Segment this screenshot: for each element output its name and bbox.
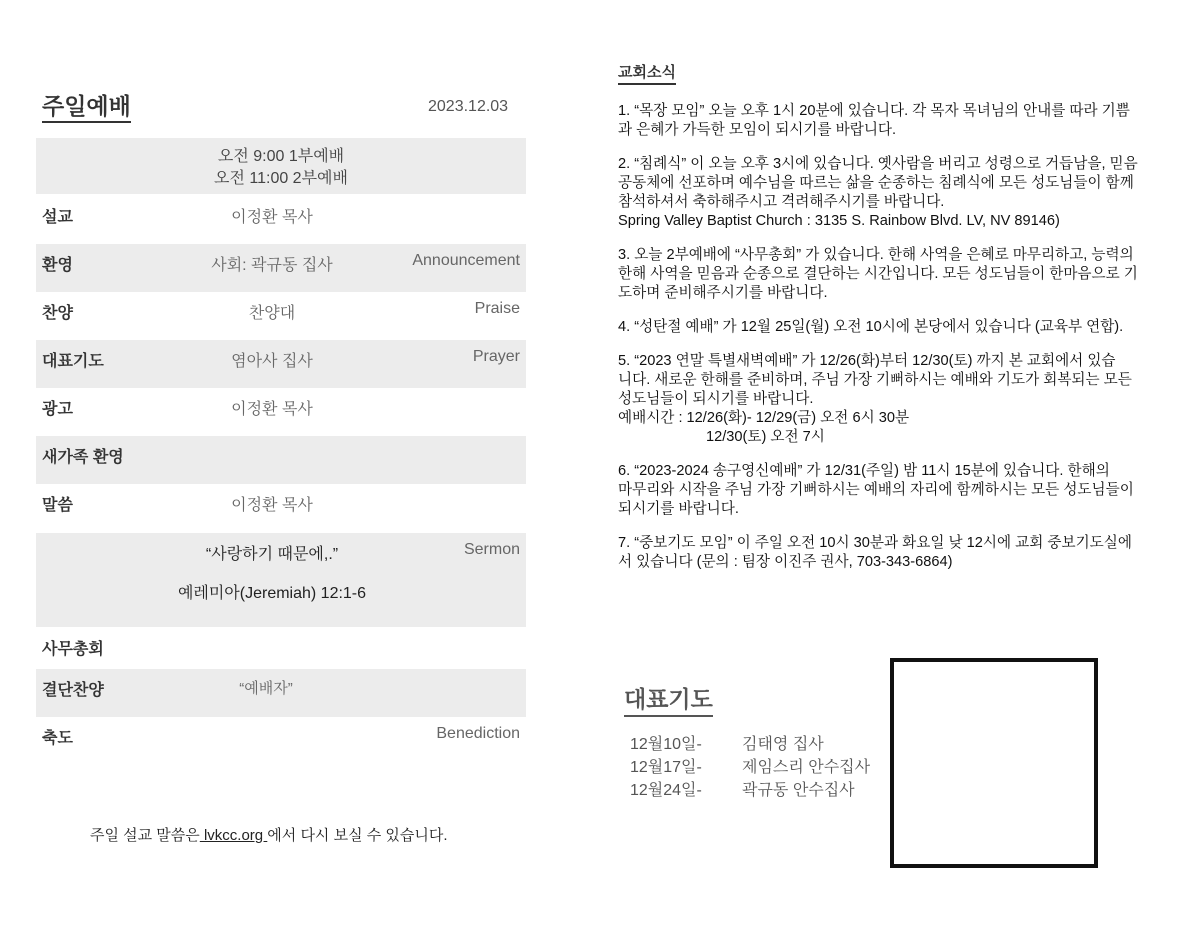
news-line: 한해 사역을 믿음과 순종으로 결단하는 시간입니다. 모든 성도님들이 한마음으로 기 xyxy=(618,266,1138,282)
prayer-date: 12월17일- xyxy=(630,759,702,776)
news-line: 서 있습니다 (문의 : 팀장 이진주 권사, 703-343-6864) xyxy=(618,554,953,570)
order-row xyxy=(36,340,526,388)
sermon-scripture: 예레미아(Jeremiah) 12:1-6 xyxy=(177,585,367,602)
news-line: 참석하셔서 축하해주시고 격려해주시기를 바랍니다. xyxy=(618,194,945,210)
order-label: 말씀 xyxy=(42,497,73,514)
news-line: 공동체에 선포하며 예수님을 따르는 삶을 순종하는 침례식에 모든 성도님들이 함께 xyxy=(618,175,1134,191)
order-person: 사회: 곽규동 집사 xyxy=(211,257,333,274)
prayer-schedule xyxy=(630,733,870,802)
news-item xyxy=(618,534,1166,572)
order-english: Benediction xyxy=(436,725,520,742)
order-person: 이정환 목사 xyxy=(231,497,313,514)
news-item xyxy=(618,155,1166,231)
order-row xyxy=(36,484,526,532)
note-text-before: 주일 설교 말씀은 xyxy=(90,827,200,844)
news-list xyxy=(618,102,1166,587)
order-english: Praise xyxy=(474,300,520,317)
news-line: 되시기를 바랍니다. xyxy=(618,501,739,517)
prayer-title: 대표기도 xyxy=(624,684,713,717)
news-line: 3. 오늘 2부예배에 “사무총회” 가 있습니다. 한해 사역을 은혜로 마무리하고, 능력의 xyxy=(618,247,1134,263)
news-line: 1. “목장 모임” 오늘 오후 1시 20분에 있습니다. 각 목자 목녀님의 안내를 따라 기쁨 xyxy=(618,103,1130,119)
order-label: 사무총회 xyxy=(42,641,104,658)
order-person: 이정환 목사 xyxy=(231,209,313,226)
news-item xyxy=(618,246,1166,303)
sermon-box xyxy=(36,533,526,627)
order-person: 이정환 목사 xyxy=(231,401,313,418)
news-line: 니다. 새로운 한해를 준비하며, 주님 가장 기뻐하시는 예배와 기도가 회복되는 모든 xyxy=(618,372,1132,388)
news-line: 마무리와 시작을 주님 가장 기뻐하시는 예배의 자리에 함께하시는 모든 성도님들이 xyxy=(618,482,1134,498)
news-line: 12/30(토) 오전 7시 xyxy=(706,429,825,445)
order-row xyxy=(36,196,526,244)
website-link[interactable]: lvkcc.org xyxy=(199,827,268,844)
order-hymn: “예배자” xyxy=(239,680,293,697)
order-person: 염아사 집사 xyxy=(231,353,313,370)
news-title: 교회소식 xyxy=(618,61,676,85)
prayer-date: 12월10일- xyxy=(630,736,702,753)
prayer-item xyxy=(630,779,870,802)
service-time-1: 오전 9:00 1부예배 xyxy=(217,148,345,165)
news-line: 과 은혜가 가득한 모임이 되시기를 바랍니다. xyxy=(618,122,897,138)
news-line: 도하며 준비해주시기를 바랍니다. xyxy=(618,285,828,301)
news-item xyxy=(618,462,1166,519)
order-label: 환영 xyxy=(42,257,73,274)
order-english: Announcement xyxy=(412,252,520,269)
sermon-title: “사랑하기 때문에,.” xyxy=(205,546,339,563)
order-label: 새가족 환영 xyxy=(42,449,124,466)
order-person: 찬양대 xyxy=(248,305,296,322)
order-label: 찬양 xyxy=(42,305,73,322)
order-label: 설교 xyxy=(42,209,73,226)
sermon-replay-note xyxy=(90,824,448,845)
prayer-person: 곽규동 안수집사 xyxy=(742,782,855,799)
news-line: 4. “성탄절 예배” 가 12월 25일(월) 오전 10시에 본당에서 있습니다 (교육부 연합). xyxy=(618,319,1124,335)
order-row xyxy=(36,244,526,292)
image-placeholder-box xyxy=(890,658,1098,868)
service-times-box xyxy=(36,138,526,194)
order-label: 대표기도 xyxy=(42,353,104,370)
order-row xyxy=(36,628,526,668)
news-item xyxy=(618,102,1166,140)
order-row xyxy=(36,388,526,436)
order-row xyxy=(36,292,526,340)
sermon-english: Sermon xyxy=(463,541,520,558)
order-label: 광고 xyxy=(42,401,73,418)
order-row xyxy=(36,669,526,717)
news-line: 성도님들이 되시기를 바랍니다. xyxy=(618,391,814,407)
news-line: 7. “중보기도 모임” 이 주일 오전 10시 30분과 화요일 낮 12시에 교회 중보기도실에 xyxy=(618,535,1132,551)
prayer-item xyxy=(630,756,870,779)
prayer-person: 김태영 집사 xyxy=(742,736,824,753)
news-line: 5. “2023 연말 특별새벽예배” 가 12/26(화)부터 12/30(토) 까지 본 교회에서 있습 xyxy=(618,353,1116,369)
news-line: 예배시간 : 12/26(화)- 12/29(금) 오전 6시 30분 xyxy=(618,410,910,426)
news-line: 6. “2023-2024 송구영신예배” 가 12/31(주일) 밤 11시 15분에 있습니다. 한해의 xyxy=(618,463,1110,479)
order-label: 결단찬양 xyxy=(42,682,104,699)
order-english: Prayer xyxy=(472,348,520,365)
prayer-person: 제임스리 안수집사 xyxy=(742,759,871,776)
news-line: 2. “침례식” 이 오늘 오후 3시에 있습니다. 옛사람을 버리고 성령으로 거듭남을, 믿음 xyxy=(618,156,1138,172)
news-line: Spring Valley Baptist Church : 3135 S. Rainbow Blvd. LV, NV 89146) xyxy=(618,213,1060,229)
note-text-after: 에서 다시 보실 수 있습니다. xyxy=(267,827,448,844)
service-title: 주일예배 xyxy=(42,92,131,123)
service-time-2: 오전 11:00 2부예배 xyxy=(214,170,348,187)
order-row xyxy=(36,436,526,484)
service-date: 2023.12.03 xyxy=(428,98,509,115)
prayer-item xyxy=(630,733,870,756)
order-label: 축도 xyxy=(42,730,73,747)
order-row xyxy=(36,717,526,765)
news-item xyxy=(618,352,1166,447)
prayer-date: 12월24일- xyxy=(630,782,702,799)
news-item xyxy=(618,318,1166,337)
